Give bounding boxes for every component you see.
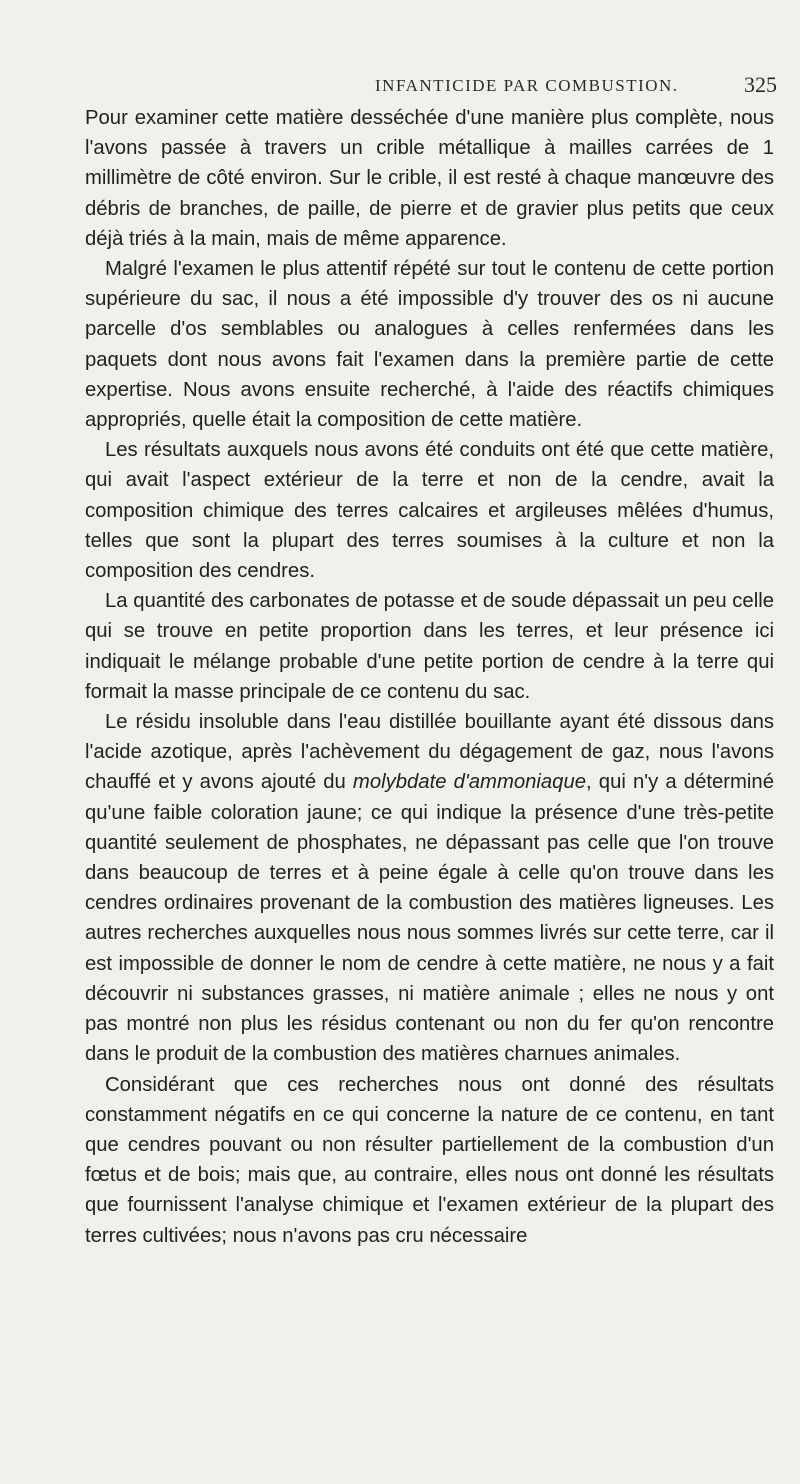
running-title: INFANTICIDE PAR COMBUSTION. xyxy=(375,76,679,95)
paragraph: La quantité des carbonates de potasse et de soude dépassait un peu celle qui se trouve en petite proportion dans les terres, et leur présence ici indiquait le mélange probable d'une petite portion de cendre à la terre qui formait la masse principale de ce contenu du sac. xyxy=(85,590,774,703)
paragraph xyxy=(85,707,774,1069)
body-text xyxy=(85,103,774,1251)
italic-term: molybdate d'ammoniaque xyxy=(352,771,587,794)
paragraph-text: Le résidu insoluble dans l'eau distillée bouillante ayant été dissous dans l'acide azotique, après l'achèvement du dégagement de gaz, nous l'avons chauffé et y avons ajouté du xyxy=(85,711,774,794)
paragraph: Malgré l'examen le plus attentif répété sur tout le contenu de cette portion supérieure du sac, il nous a été impossible d'y trouver des os ni aucune parcelle d'os semblables ou analogues à celles renfermées dans les paquets dont nous avons fait l'examen dans la première partie de cette expertise. Nous avons ensuite recherché, à l'aide des réactifs chimiques appropriés, quelle était la composition de cette matière. xyxy=(85,258,774,432)
page-number: 325 xyxy=(744,72,777,97)
paragraph: Les résultats auxquels nous avons été conduits ont été que cette matière, qui avait l'aspect extérieur de la terre et non de la cendre, avait la composition chimique des terres calcaires et argileuses mêlées d'humus, telles que sont la plupart des terres soumises à la culture et non la composition des cendres. xyxy=(85,439,774,583)
paragraph-text: , qui n'y a déterminé qu'une faible coloration jaune; ce qui indique la présence d'une très-petite quantité seulement de phosphates, ne dépassant pas celle que l'on trouve dans beaucoup de terres et à peine égale à celle qu'on trouve dans les cendres ordinaires provenant de la combustion des matières ligneuses. Les autres recherches auxquelles nous nous sommes livrés sur cette terre, car il est impossible de donner le nom de cendre à cette matière, ne nous y a fait découvrir ni substances grasses, ni matière animale ; elles ne nous y ont pas montré non plus les résidus contenant ou non du fer qu'on rencontre dans le produit de la combustion des matières charnues animales. xyxy=(85,771,774,1066)
page-header xyxy=(85,72,780,102)
paragraph: Pour examiner cette matière desséchée d'une manière plus complète, nous l'avons passée à travers un crible métallique à mailles carrées de 1 millimètre de côté environ. Sur le crible, il est resté à chaque manœuvre des débris de branches, de paille, de pierre et de gravier plus petits que ceux déjà triés à la main, mais de même apparence. xyxy=(85,107,774,250)
paragraph: Considérant que ces recherches nous ont donné des résultats constamment négatifs en ce qui concerne la nature de ce contenu, en tant que cendres pouvant ou non résulter partiellement de la combustion d'un fœtus et de bois; mais que, au contraire, elles nous ont donné les résultats que fournissent l'analyse chimique et l'examen extérieur de la plupart des terres cultivées; nous n'avons pas cru nécessaire xyxy=(85,1073,774,1247)
